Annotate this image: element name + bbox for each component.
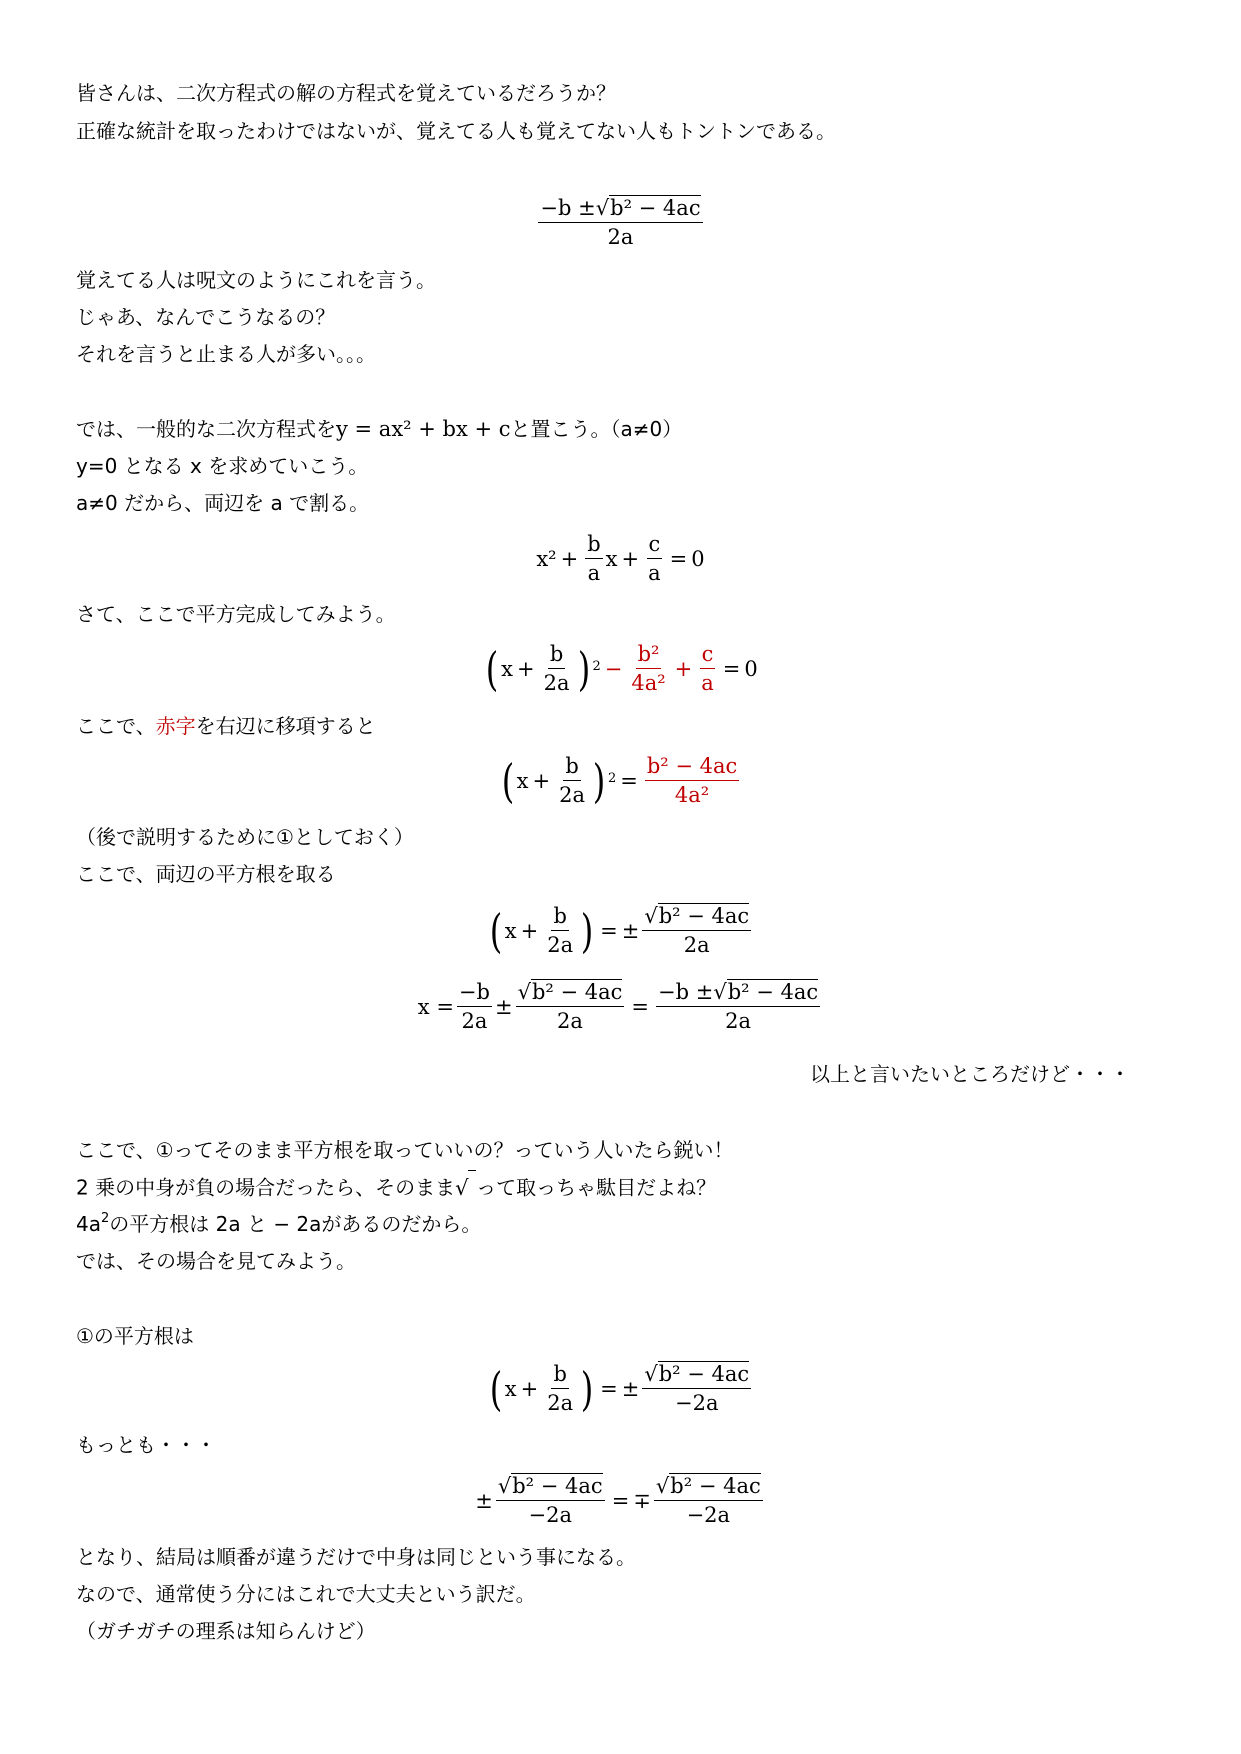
text-line: y=0 となる x を求めていこう。 <box>76 454 369 478</box>
text-line: ①の平方根は <box>76 1324 194 1348</box>
text-line: 2 乗の中身が負の場合だったら、そのまま √ って取っちゃ駄目だよね？ <box>76 1170 716 1204</box>
text-line: では、その場合を見てみよう。 <box>76 1249 356 1273</box>
formula-pm-mp: ± $\frac{\text{√b² − 4ac}}{-2a}$ = ∓ $\frac{\text{√b² − 4ac}}{-2a}$ <box>475 1474 761 1528</box>
text-line: 正確な統計を取ったわけではないが、覚えてる人も覚えてない人もトントンである。 <box>76 119 836 143</box>
text-line: もっとも・・・ <box>76 1433 216 1457</box>
formula-sqrt: ( x + $\frac{b}{2a}$ ) = ± $\frac{\text{√b² − 4ac}}{2a}$ <box>489 903 750 958</box>
text-line: それを言うと止まる人が多い。。。 <box>76 342 376 366</box>
text-line: さて、ここで平方完成してみよう。 <box>76 602 396 626</box>
formula-negative-root: ( x + $\frac{b}{2a}$ ) = ± $\frac{\text{√b² − 4ac}}{-2a}$ <box>489 1361 750 1416</box>
formula-complete-square: ( x + $\frac{b}{2a}$ ) 2 − $\frac{\text{b²}}{\text{4a²}}$ + $\frac{c}{a}$ = 0 <box>485 641 758 696</box>
text-line: 以上と言いたいところだけど・・・ <box>810 1062 1130 1086</box>
text-line: 覚えてる人は呪文のようにこれを言う。 <box>76 268 436 292</box>
text-line: （後で説明するために①としておく） <box>76 825 414 849</box>
red-text: 赤字 <box>155 714 196 738</box>
text-line: ここで、①ってそのまま平方根を取っていいの？っていう人いたら鋭い！ <box>76 1138 734 1162</box>
text-line: （ガチガチの理系は知らんけど） <box>76 1619 376 1643</box>
formula-solution: x = $\frac{-b}{2a}$ ± $\frac{\text{√b² − 4ac}}{2a}$ = $\frac{\text{−b ±√b² − 4ac}}{2a}$ <box>417 980 819 1034</box>
text-line: a≠0 だから、両辺を a で割る。 <box>76 491 370 515</box>
text-line: 皆さんは、二次方程式の解の方程式を覚えているだろうか？ <box>76 81 616 105</box>
text-line: $4a^2$の平方根は 2a と − 2aがあるのだから。 <box>76 1211 482 1236</box>
text-line: なので、通常使う分にはこれで大丈夫という訳だ。 <box>76 1582 536 1606</box>
text-line: ここで、両辺の平方根を取る <box>76 862 336 886</box>
formula-divided: x² + $\frac{b}{a}$ x + $\frac{c}{a}$ = 0 <box>536 532 705 586</box>
text-line: では、一般的な二次方程式をy = ax² + bx + cと置こう。（a≠0） <box>76 417 683 441</box>
formula-quadratic: $\frac{\text{−b ±√b² − 4ac}}{2a}$ <box>540 196 701 250</box>
formula-moved: ( x + $\frac{b}{2a}$ ) 2 = $\frac{\text{b² − 4ac}}{\text{4a²}}$ <box>501 753 738 808</box>
text-line: じゃあ、なんでこうなるの？ <box>76 305 336 329</box>
text-line: ここで、赤字を右辺に移項すると <box>76 714 376 738</box>
text-line: となり、結局は順番が違うだけで中身は同じという事になる。 <box>76 1545 636 1569</box>
